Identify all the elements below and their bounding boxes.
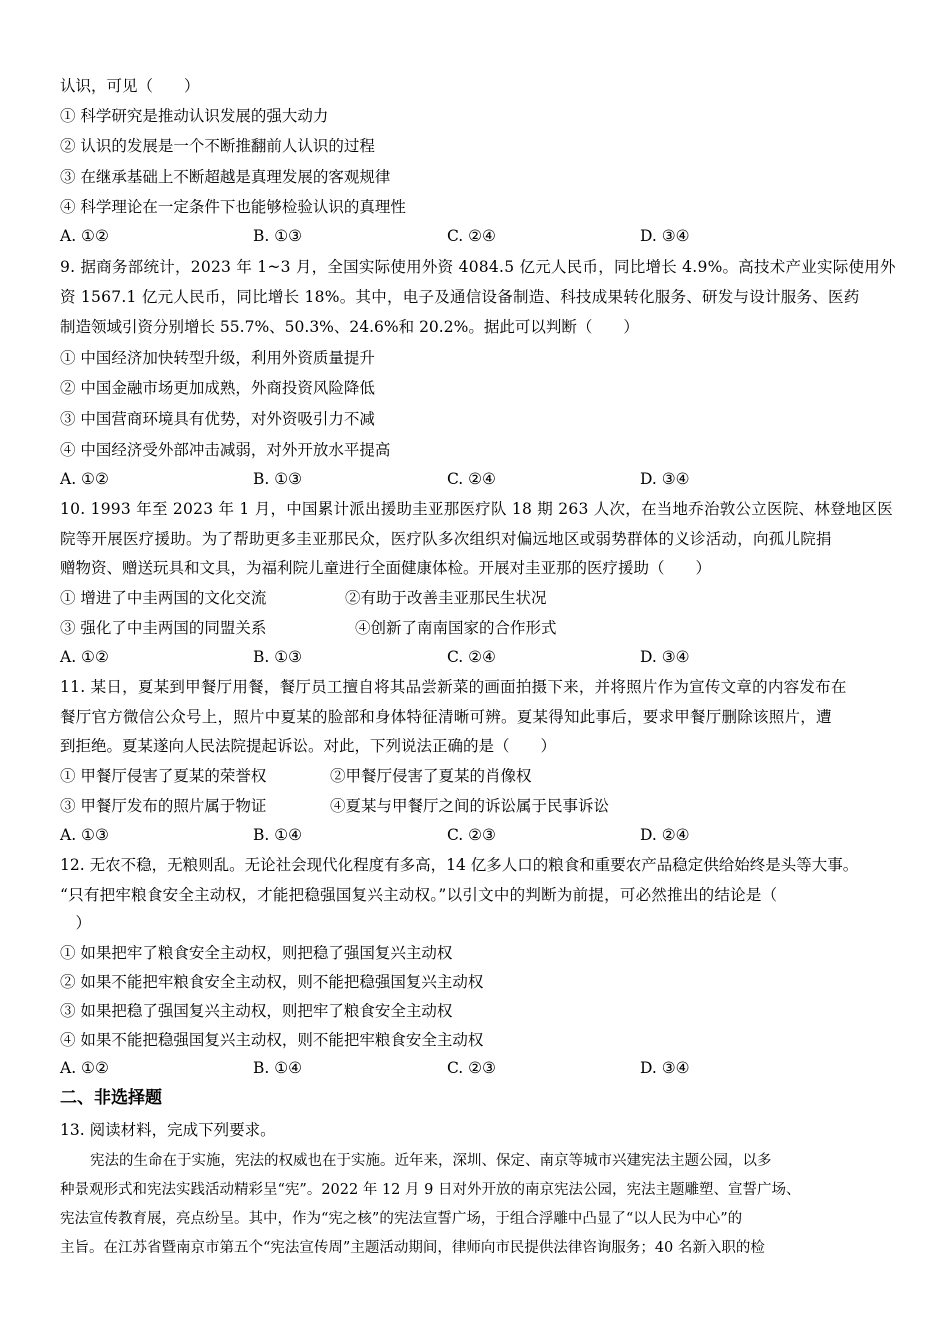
q9-item-3: ③ 中国营商环境具有优势，对外资吸引力不减 bbox=[60, 410, 375, 428]
q8-option-b[interactable]: B. ①③ bbox=[253, 227, 303, 245]
q8-option-c[interactable]: C. ②④ bbox=[447, 227, 496, 245]
q11-stem-line-1: 11. 某日，夏某到甲餐厅用餐，餐厅员工擅自将其品尝新菜的画面拍摄下来，并将照片作为宣传文章的内容发布在 bbox=[60, 678, 847, 696]
q9-item-1: ① 中国经济加快转型升级，利用外资质量提升 bbox=[60, 349, 375, 367]
q9-stem-line-3: 制造领域引资分别增长 55.7%、50.3%、24.6%和 20.2%。据此可以判断（ ） bbox=[60, 318, 639, 336]
q11-option-a[interactable]: A. ①③ bbox=[60, 826, 109, 844]
q13-material-line-1: 宪法的生命在于实施，宪法的权威也在于实施。近年来，深圳、保定、南京等城市兴建宪法主题公园，以多 bbox=[90, 1153, 772, 1169]
q10-option-c[interactable]: C. ②④ bbox=[447, 648, 496, 666]
q12-option-b[interactable]: B. ①④ bbox=[253, 1059, 303, 1077]
q12-option-c[interactable]: C. ②③ bbox=[447, 1059, 496, 1077]
q11-stem-line-2: 餐厅官方微信公众号上，照片中夏某的脸部和身体特征清晰可辨。夏某得知此事后，要求甲餐厅删除该照片，遭 bbox=[60, 708, 832, 726]
q9-option-b[interactable]: B. ①③ bbox=[253, 470, 303, 488]
q9-option-c[interactable]: C. ②④ bbox=[447, 470, 496, 488]
q10-item-3: ③ 强化了中圭两国的同盟关系 bbox=[60, 619, 267, 637]
q10-item-2: ②有助于改善圭亚那民生状况 bbox=[345, 589, 547, 607]
q11-stem-line-3: 到拒绝。夏某遂向人民法院提起诉讼。对此，下列说法正确的是（ ） bbox=[60, 737, 557, 755]
q10-item-4: ④创新了南南国家的合作形式 bbox=[355, 619, 557, 637]
q13-material-line-3: 宪法宣传教育展，亮点纷呈。其中，作为“宪之核”的宪法宣誓广场，于组合浮雕中凸显了“以人民为中心”的 bbox=[60, 1211, 743, 1227]
q12-stem-line-3: ） bbox=[60, 914, 92, 932]
q10-stem-line-2: 院等开展医疗援助。为了帮助更多圭亚那民众，医疗队多次组织对偏远地区或弱势群体的义诊活动，向孤儿院捐 bbox=[60, 530, 832, 548]
q9-option-d[interactable]: D. ③④ bbox=[640, 470, 690, 488]
q13-stem: 13. 阅读材料，完成下列要求。 bbox=[60, 1121, 276, 1139]
q10-option-d[interactable]: D. ③④ bbox=[640, 648, 690, 666]
q9-option-a[interactable]: A. ①② bbox=[60, 470, 109, 488]
q8-item-3: ③ 在继承基础上不断超越是真理发展的客观规律 bbox=[60, 168, 391, 186]
q8-item-2: ② 认识的发展是一个不断推翻前人认识的过程 bbox=[60, 137, 375, 155]
q9-item-4: ④ 中国经济受外部冲击减弱，对外开放水平提高 bbox=[60, 441, 391, 459]
q9-stem-line-2: 资 1567.1 亿元人民币，同比增长 18%。其中，电子及通信设备制造、科技成果转化服务、研发与设计服务、医药 bbox=[60, 288, 860, 306]
q12-item-3: ③ 如果把稳了强国复兴主动权，则把牢了粮食安全主动权 bbox=[60, 1002, 453, 1020]
q12-item-4: ④ 如果不能把稳强国复兴主动权，则不能把牢粮食安全主动权 bbox=[60, 1031, 484, 1049]
q10-option-a[interactable]: A. ①② bbox=[60, 648, 109, 666]
q13-material-line-4: 主旨。在江苏省暨南京市第五个“宪法宣传周”主题活动期间，律师向市民提供法律咨询服务；40 名新入职的检 bbox=[60, 1240, 765, 1256]
q10-item-1: ① 增进了中圭两国的文化交流 bbox=[60, 589, 267, 607]
q8-item-4: ④ 科学理论在一定条件下也能够检验认识的真理性 bbox=[60, 198, 406, 216]
q8-stem-tail: 认识，可见（ ） bbox=[60, 77, 200, 95]
section-heading: 二、非选择题 bbox=[60, 1088, 162, 1108]
q12-item-1: ① 如果把牢了粮食安全主动权，则把稳了强国复兴主动权 bbox=[60, 944, 453, 962]
q8-item-1: ① 科学研究是推动认识发展的强大动力 bbox=[60, 107, 329, 125]
q9-stem-line-1: 9. 据商务部统计，2023 年 1~3 月，全国实际使用外资 4084.5 亿元人民币，同比增长 4.9%。高技术产业实际使用外 bbox=[60, 258, 896, 276]
q12-item-2: ② 如果不能把牢粮食安全主动权，则不能把稳强国复兴主动权 bbox=[60, 973, 484, 991]
q11-item-1: ① 甲餐厅侵害了夏某的荣誉权 bbox=[60, 767, 267, 785]
q8-option-a[interactable]: A. ①② bbox=[60, 227, 109, 245]
q11-item-4: ④夏某与甲餐厅之间的诉讼属于民事诉讼 bbox=[330, 797, 610, 815]
q12-option-a[interactable]: A. ①② bbox=[60, 1059, 109, 1077]
q11-option-b[interactable]: B. ①④ bbox=[253, 826, 303, 844]
q9-item-2: ② 中国金融市场更加成熟，外商投资风险降低 bbox=[60, 379, 375, 397]
q11-option-c[interactable]: C. ②③ bbox=[447, 826, 496, 844]
q10-stem-line-1: 10. 1993 年至 2023 年 1 月，中国累计派出援助圭亚那医疗队 18 期 263 人次，在当地乔治敦公立医院、林登地区医 bbox=[60, 500, 893, 518]
q13-material-line-2: 种景观形式和宪法实践活动精彩呈“宪”。2022 年 12 月 9 日对外开放的南京宪法公园，宪法主题雕塑、宣誓广场、 bbox=[60, 1182, 801, 1198]
q11-item-2: ②甲餐厅侵害了夏某的肖像权 bbox=[330, 767, 532, 785]
q10-stem-line-3: 赠物资、赠送玩具和文具，为福利院儿童进行全面健康体检。开展对圭亚那的医疗援助（ ） bbox=[60, 559, 712, 577]
q11-item-3: ③ 甲餐厅发布的照片属于物证 bbox=[60, 797, 267, 815]
q12-stem-line-2: “只有把牢粮食安全主动权，才能把稳强国复兴主动权。”以引文中的判断为前提，可必然推出的结论是（ bbox=[60, 886, 778, 904]
q8-option-d[interactable]: D. ③④ bbox=[640, 227, 690, 245]
q10-option-b[interactable]: B. ①③ bbox=[253, 648, 303, 666]
q12-stem-line-1: 12. 无农不稳，无粮则乱。无论社会现代化程度有多高，14 亿多人口的粮食和重要农产品稳定供给始终是头等大事。 bbox=[60, 856, 859, 874]
q11-option-d[interactable]: D. ②④ bbox=[640, 826, 690, 844]
q12-option-d[interactable]: D. ③④ bbox=[640, 1059, 690, 1077]
